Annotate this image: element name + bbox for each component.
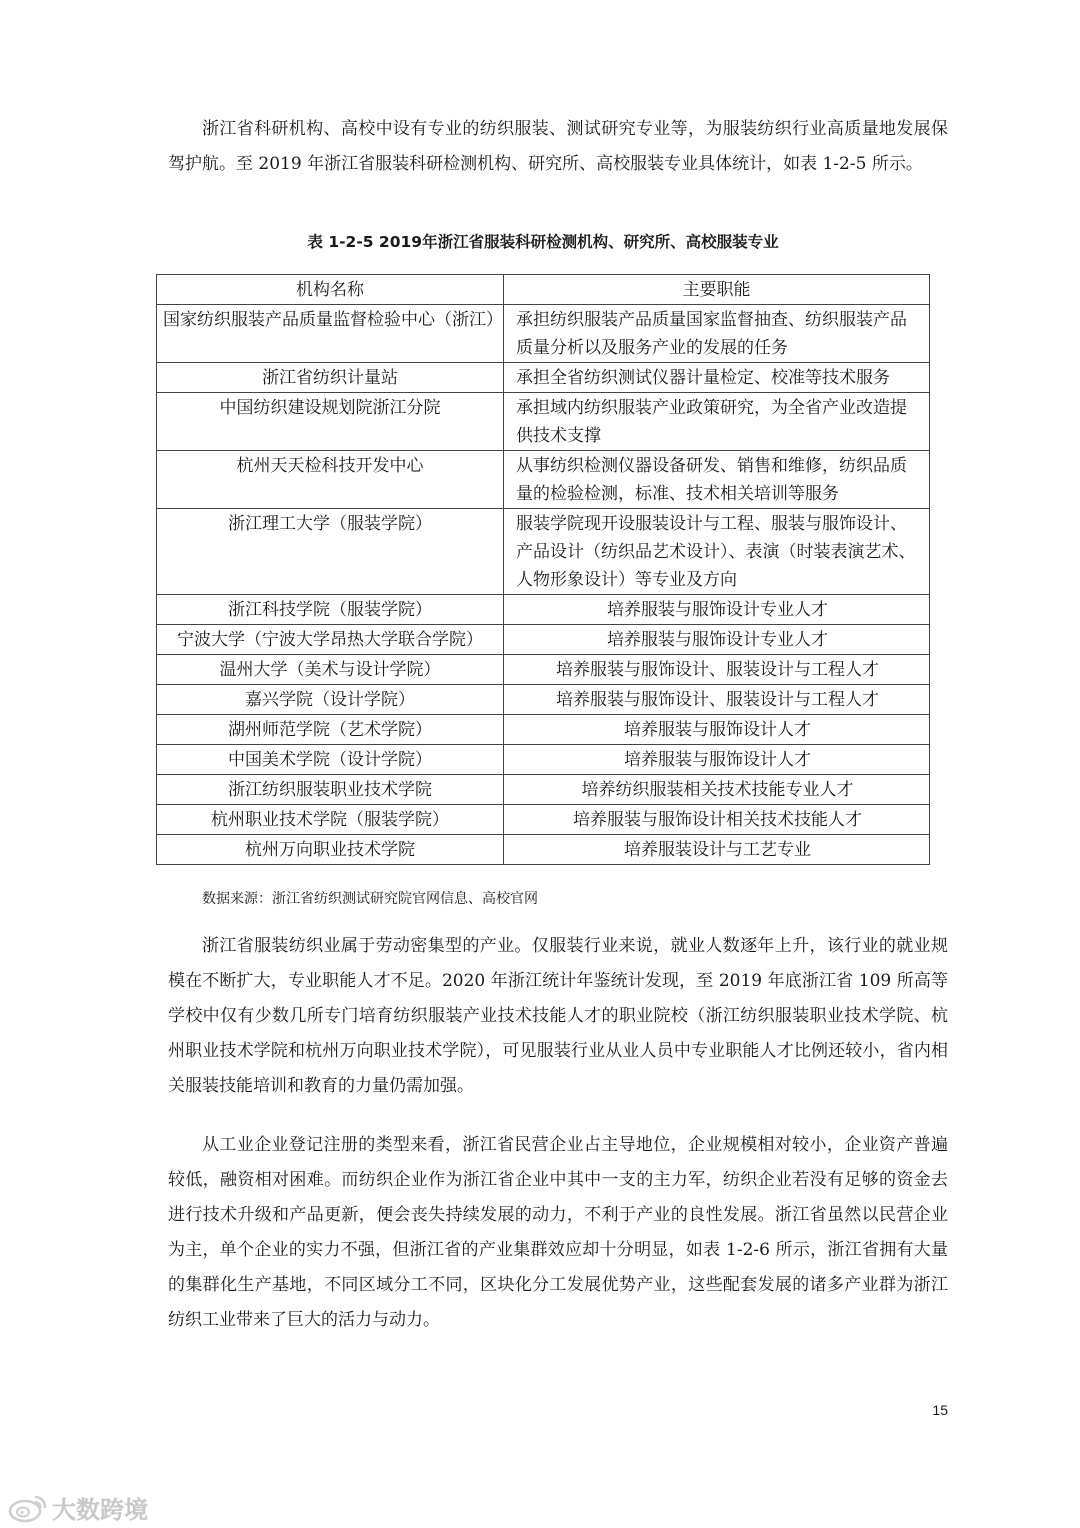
table-caption: 表 1-2-5 2019年浙江省服装科研检测机构、研究所、高校服装专业 [307, 233, 779, 251]
institution-name: 浙江理工大学（服装学院） [157, 509, 504, 595]
institution-name: 中国纺织建设规划院浙江分院 [157, 393, 504, 451]
weibo-logo-icon [8, 1493, 48, 1523]
intro-paragraph: 浙江省科研机构、高校中设有专业的纺织服装、测试研究专业等，为服装纺织行业高质量地发展保驾护航。至 2019 年浙江省服装科研检测机构、研究所、高校服装专业具体统计，如表 1-2-5 所示。 [168, 119, 948, 174]
table-header-row [157, 275, 930, 305]
institution-name: 温州大学（美术与设计学院） [157, 655, 504, 685]
institution-name: 中国美术学院（设计学院） [157, 745, 504, 775]
institution-name: 杭州天天检科技开发中心 [157, 451, 504, 509]
table-row [157, 805, 930, 835]
header-main-duty: 主要职能 [504, 275, 930, 305]
institution-duty: 培养服装与服饰设计人才 [504, 715, 930, 745]
table-source-note: 数据来源：浙江省纺织测试研究院官网信息、高校官网 [202, 891, 538, 907]
institution-name: 国家纺织服装产品质量监督检验中心（浙江） [157, 305, 504, 363]
table-row [157, 451, 930, 509]
page-number: 15 [932, 1402, 948, 1418]
institutions-table [156, 274, 930, 865]
institution-duty: 培养服装与服饰设计、服装设计与工程人才 [504, 655, 930, 685]
institution-duty: 培养服装与服饰设计专业人才 [504, 625, 930, 655]
institution-duty: 培养服装设计与工艺专业 [504, 835, 930, 865]
institution-name: 浙江纺织服装职业技术学院 [157, 775, 504, 805]
header-institution-name: 机构名称 [157, 275, 504, 305]
institution-duty: 培养服装与服饰设计人才 [504, 745, 930, 775]
institution-duty: 培养纺织服装相关技术技能专业人才 [504, 775, 930, 805]
institution-name: 宁波大学（宁波大学昂热大学联合学院） [157, 625, 504, 655]
table-row [157, 363, 930, 393]
institution-name: 浙江科技学院（服装学院） [157, 595, 504, 625]
table-row [157, 835, 930, 865]
institution-name: 湖州师范学院（艺术学院） [157, 715, 504, 745]
institution-duty: 承担纺织服装产品质量国家监督抽查、纺织服装产品质量分析以及服务产业的发展的任务 [504, 305, 930, 363]
table-row [157, 715, 930, 745]
table-row [157, 393, 930, 451]
body-paragraph-3: 从工业企业登记注册的类型来看，浙江省民营企业占主导地位，企业规模相对较小，企业资产普遍较低，融资相对困难。而纺织企业作为浙江省企业中其中一支的主力军，纺织企业若没有足够的资金去进行技术升级和产品更新，便会丧失持续发展的动力，不利于产业的良性发展。浙江省虽然以民营企业为主，单个企业的实力不强，但浙江省的产业集群效应却十分明显，如表 1-2-6 所示，浙江省拥有大量的集群化生产基地，不同区域分工不同，区块化分工发展优势产业，这些配套发展的诸多产业群为浙江纺织工业带来了巨大的活力与动力。 [168, 1135, 948, 1330]
table-row [157, 745, 930, 775]
table-row [157, 655, 930, 685]
institution-duty: 培养服装与服饰设计专业人才 [504, 595, 930, 625]
table-row [157, 595, 930, 625]
institution-duty: 从事纺织检测仪器设备研发、销售和维修，纺织品质量的检验检测，标准、技术相关培训等服务 [504, 451, 930, 509]
body-paragraph-2: 浙江省服装纺织业属于劳动密集型的产业。仅服装行业来说，就业人数逐年上升，该行业的就业规模在不断扩大，专业职能人才不足。2020 年浙江统计年鉴统计发现，至 2019 年底浙江省 109 所高等学校中仅有少数几所专门培育纺织服装产业技术技能人才的职业院校（浙江纺织服装职业技术学院、杭州职业技术学院和杭州万向职业技术学院），可见服装行业从业人员中专业职能人才比例还较小，省内相关服装技能培训和教育的力量仍需加强。 [168, 936, 948, 1096]
institution-name: 杭州万向职业技术学院 [157, 835, 504, 865]
institution-name: 杭州职业技术学院（服装学院） [157, 805, 504, 835]
institution-name: 浙江省纺织计量站 [157, 363, 504, 393]
table-row [157, 685, 930, 715]
watermark [8, 1490, 148, 1525]
institution-duty: 承担全省纺织测试仪器计量检定、校准等技术服务 [504, 363, 930, 393]
institution-name: 嘉兴学院（设计学院） [157, 685, 504, 715]
institution-duty: 培养服装与服饰设计相关技术技能人才 [504, 805, 930, 835]
table-row [157, 509, 930, 595]
table-row [157, 305, 930, 363]
institution-duty: 承担域内纺织服装产业政策研究，为全省产业改造提供技术支撑 [504, 393, 930, 451]
institution-duty: 培养服装与服饰设计、服装设计与工程人才 [504, 685, 930, 715]
table-row [157, 625, 930, 655]
table-row [157, 775, 930, 805]
institution-duty: 服装学院现开设服装设计与工程、服装与服饰设计、产品设计（纺织品艺术设计）、表演（时装表演艺术、人物形象设计）等专业及方向 [504, 509, 930, 595]
watermark-text: 大数跨境 [52, 1496, 148, 1524]
